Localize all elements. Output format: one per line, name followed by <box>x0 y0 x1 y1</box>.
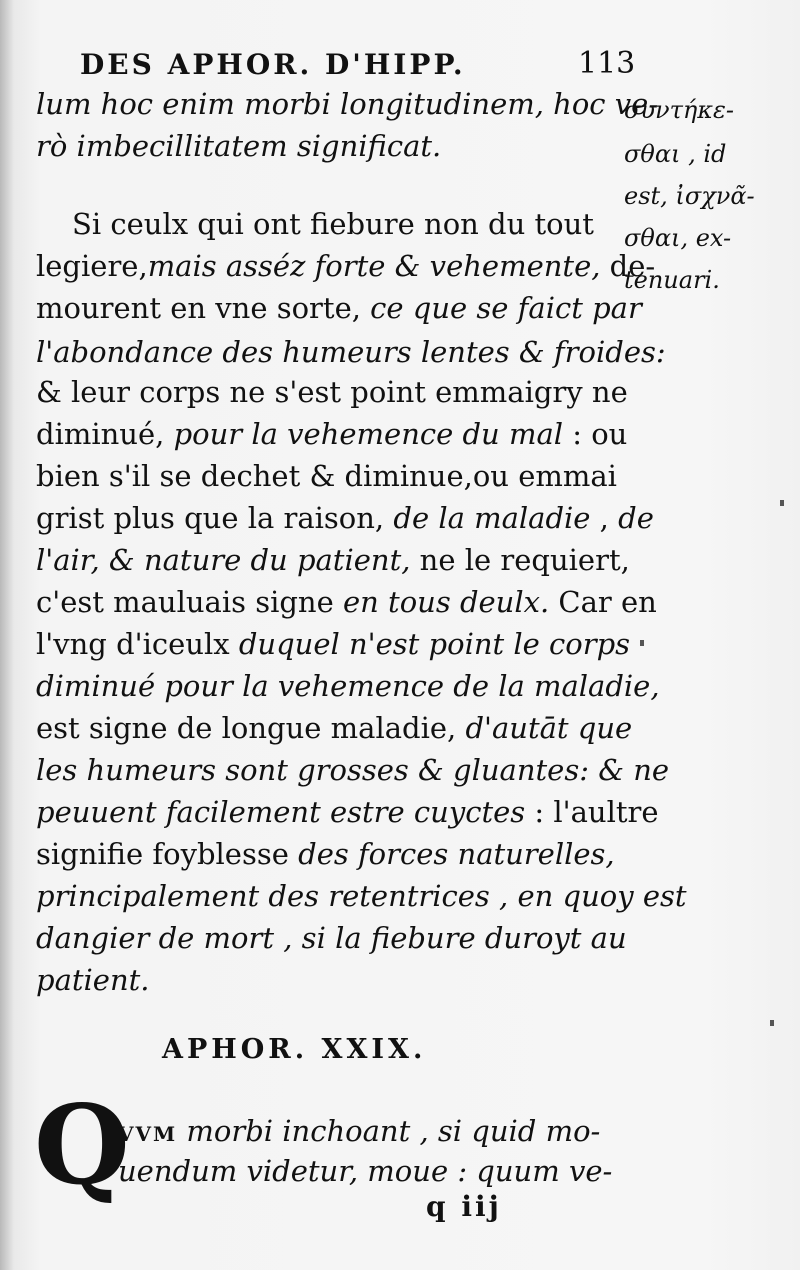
italic-segment: dangier de mort , si la fiebure duroyt au <box>36 921 627 955</box>
signature-mark: q iij <box>426 1190 502 1223</box>
roman-segment: mourent en vne sorte, <box>36 291 371 325</box>
text-line <box>36 417 628 451</box>
ink-speck <box>640 640 644 646</box>
italic-segment: patient. <box>36 963 150 997</box>
italic-segment: duquel n'est point le corps <box>238 627 631 661</box>
section-heading: APHOR. XXIX. <box>162 1034 427 1065</box>
italic-segment: d'autāt que <box>465 711 633 745</box>
roman-segment: de- <box>600 249 656 283</box>
margin-note-line: σθαι, ex- <box>624 224 732 252</box>
roman-segment: grist plus que la raison, <box>36 501 394 535</box>
italic-segment: en tous deulx. <box>343 585 550 619</box>
text-line <box>36 501 654 535</box>
roman-segment: legiere, <box>36 249 148 283</box>
text-line <box>36 669 660 703</box>
italic-segment: ce que se faict par <box>370 291 642 325</box>
roman-segment: signifie foyblesse <box>36 837 299 871</box>
roman-segment: & leur corps ne s'est point emmaigry ne <box>36 375 628 409</box>
italic-segment: l'air, & nature du patient, <box>36 543 411 577</box>
text-line <box>36 963 150 997</box>
text-line <box>36 375 628 409</box>
roman-segment: est signe de longue maladie, <box>36 711 466 745</box>
roman-segment: diminué, <box>36 417 174 451</box>
italic-segment: diminué pour la vehemence de la maladie, <box>36 669 660 703</box>
margin-note-line: σθαι , id <box>624 140 727 168</box>
drop-cap: Q <box>34 1080 130 1209</box>
roman-segment: , <box>590 501 619 535</box>
text-line <box>36 129 442 163</box>
text-line <box>36 335 666 369</box>
ink-speck <box>770 1020 774 1026</box>
text-line <box>36 459 617 493</box>
drop-cap-line <box>118 1154 612 1188</box>
running-head: DES APHOR. D'HIPP. <box>80 48 466 81</box>
italic-segment: peuuent facilement estre cuyctes <box>36 795 526 829</box>
roman-segment: l'vng d'iceulx <box>36 627 239 661</box>
margin-note-line: est, ἰσχνᾶ- <box>624 182 755 210</box>
margin-note-line: συντήκε- <box>624 96 734 124</box>
text-line <box>36 837 615 871</box>
text-line <box>36 879 687 913</box>
roman-segment: VVM <box>118 1122 178 1146</box>
text-line <box>36 543 630 577</box>
text-line <box>36 585 657 619</box>
ink-speck <box>780 500 784 506</box>
text-line <box>72 207 594 241</box>
italic-segment: des forces naturelles, <box>298 837 615 871</box>
italic-segment: l'abondance des humeurs lentes & froides: <box>36 335 666 369</box>
text-line <box>36 753 670 787</box>
roman-segment: bien s'il se dechet & diminue,ou emmai <box>36 459 617 493</box>
italic-segment: lum hoc enim morbi longitudinem, hoc ve- <box>36 87 659 121</box>
italic-segment: principalement des retentrices , en quoy est <box>36 879 687 913</box>
italic-segment: pour la vehemence du mal <box>173 417 564 451</box>
drop-cap-line <box>118 1114 600 1148</box>
roman-segment: Car en <box>549 585 657 619</box>
page-number: 113 <box>578 46 636 81</box>
text-line <box>36 87 659 121</box>
roman-segment: c'est mauluais signe <box>36 585 343 619</box>
roman-segment: : l'aultre <box>525 795 659 829</box>
text-line <box>36 711 633 745</box>
roman-segment: : ou <box>563 417 628 451</box>
text-line <box>36 921 627 955</box>
text-line <box>36 249 656 283</box>
italic-segment: de <box>618 501 654 535</box>
italic-segment: de la maladie <box>393 501 591 535</box>
italic-segment: morbi inchoant , si quid mo- <box>177 1114 601 1148</box>
margin-note-line: tenuari. <box>624 266 720 294</box>
roman-segment: ne le requiert, <box>410 543 630 577</box>
italic-segment: uendum videtur, moue : quum ve- <box>118 1154 613 1188</box>
italic-segment: mais asséz forte & vehemente, <box>147 249 601 283</box>
roman-segment: Si ceulx qui ont fiebure non du tout <box>72 207 594 241</box>
text-line <box>36 291 642 325</box>
text-line <box>36 627 631 661</box>
italic-segment: rò imbecillitatem significat. <box>36 129 442 163</box>
text-line <box>36 795 659 829</box>
italic-segment: les humeurs sont grosses & gluantes: & ne <box>36 753 670 787</box>
